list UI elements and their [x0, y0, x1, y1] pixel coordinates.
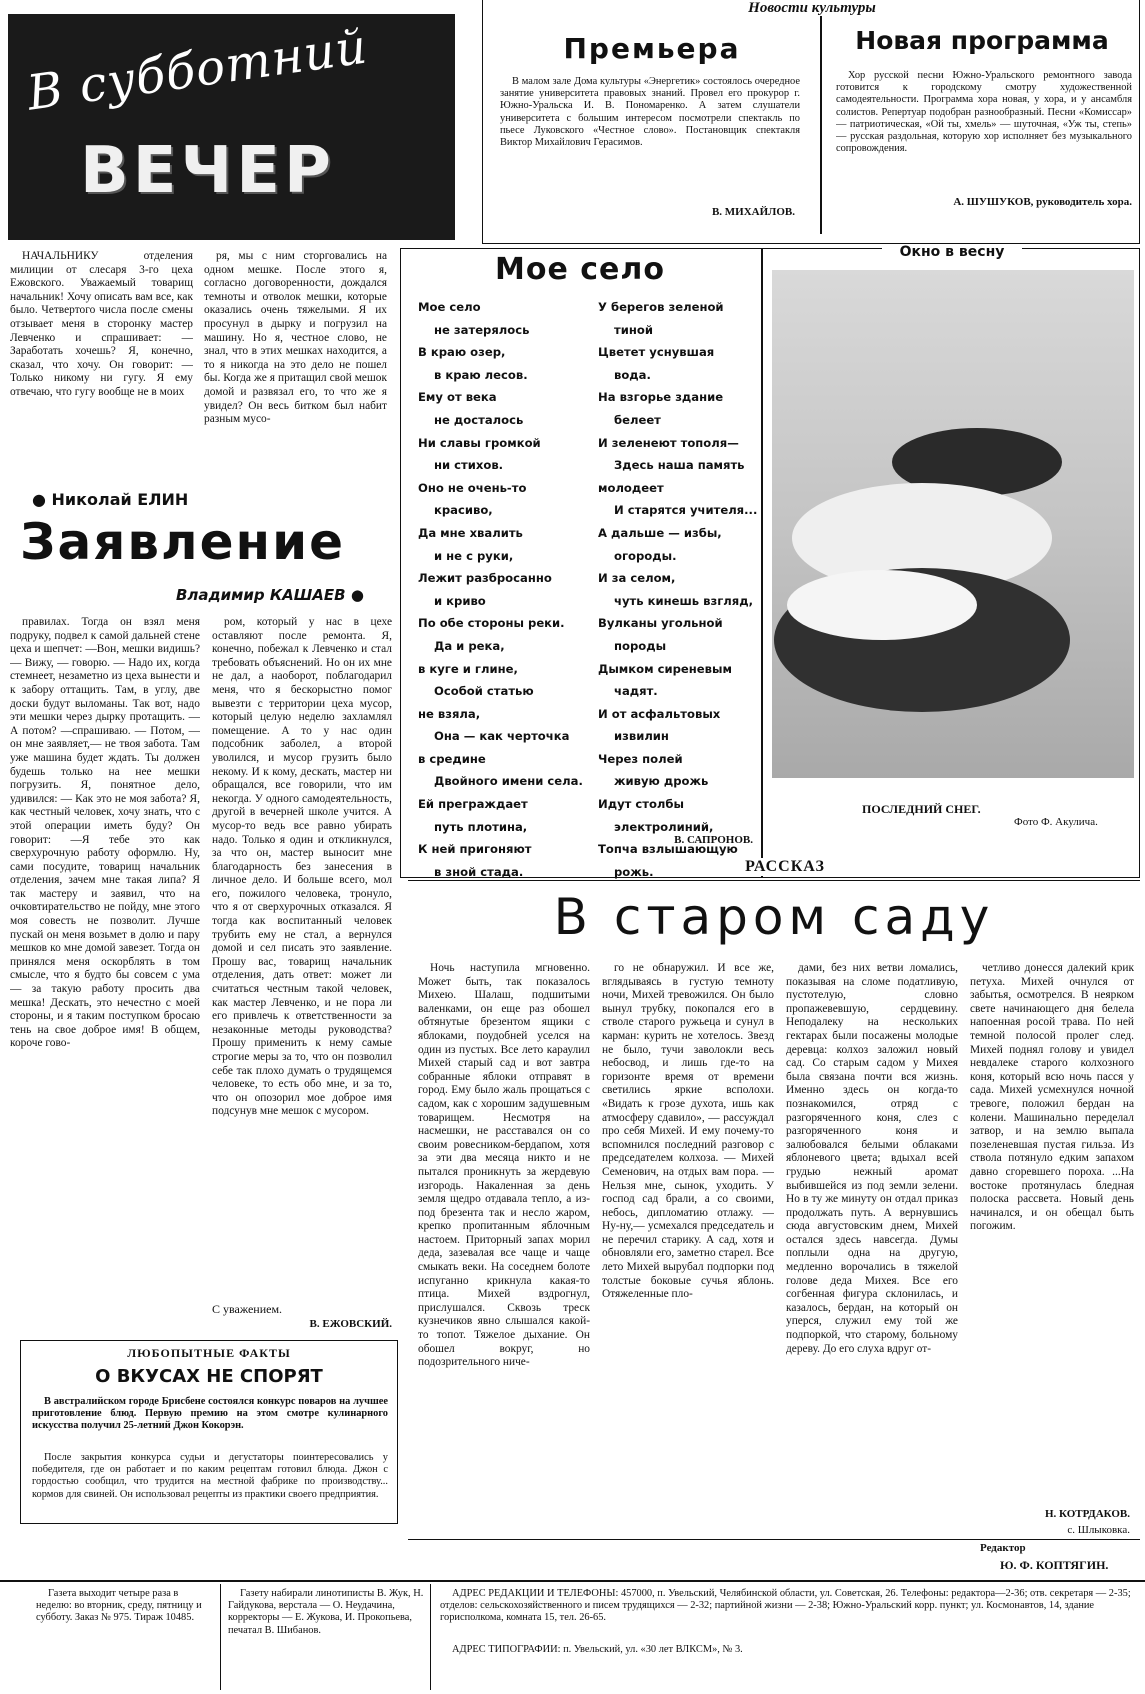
- poem-line: Вулканы угольной: [598, 616, 723, 631]
- letter-author: Владимир КАШАЕВ ●: [176, 586, 364, 604]
- facts-text: После закрытия конкурса судьи и дегустаторы поинтересовались у победителя, где он работает и по каким рецептам готовил блюда. Джон с гордостью сообщил, что трудится на местной фабрике по производству... кормов для свиней. Он использовал рецепты из практики своего предприятия.: [32, 1452, 388, 1500]
- poem-line: И от асфальтовых: [598, 706, 721, 721]
- poem-signature: В. САПРОНОВ.: [674, 834, 753, 846]
- poem-line: чадят.: [614, 684, 658, 699]
- premiere-text: В малом зале Дома культуры «Энергетик» состоялось очередное занятие университета правовых знаний. Провел его прокурор г. Южно-Уральска И. В. Пономаренко. А затем слушатели университета с большим интересом посмотрели спектакль по пьесе Луковского «Честное слово». Постановщик спектакля Виктор Михайлович Герасимов.: [500, 76, 800, 149]
- premiere-title: Премьера: [563, 32, 741, 65]
- story-col2: го не обнаружил. И все же, вглядываясь в густую темноту ночи, Михей тревожился. Он было вынул трубку, покопался его в стволе старого ружьеца и сунул в карман: курить не хотелось. Звезд не было, тучи заволокли весь небосвод, и лишь где-то на горизонте время от времени светились яркие всполохи. «Видать к грозе духота, ишь как атмосферу сдавило», — рассуждал про себя Михей. И ему почему-то вспомнился последний разговор с председателем колхоза. — Михей Семенович, на отдых вам пора. — Нельзя мне, сынок, уходить. У господ сад брали, а со своими, небось, дипломатию отлажу. — Ну-ну,— усмехался председатель и не перечил старику. А сад, хотя и обновляли его, заметно старел. Все лето Михей вырубал подпорки под толстые боковые сучья яблонь. Отяжеленные пло-: [602, 962, 774, 1301]
- letter-col1: НАЧАЛЬНИКУ отделения милиции от слесаря 3-го цеха Ежовского. Уважаемый товарищ начальник! Хочу описать вам все, как было. Четвертого числа после смены отзывает меня в сторонку мастер Левченко и спрашивает: — Заработать хочешь? Я, конечно, сказал, что хочу. Он говорит: — Только никому ни гугу. Я ему отвечаю, что гугу вообще не в моих: [10, 250, 193, 398]
- news-header: Новости культуры: [712, 0, 912, 17]
- banner-title: ВЕЧЕР: [80, 134, 335, 208]
- facts-kicker: ЛЮБОПЫТНЫЕ ФАКТЫ: [127, 1346, 291, 1360]
- program-text: Хор русской песни Южно-Уральского ремонтного завода готовится к городскому смотру художественной самодеятельности. Программа хора новая, у хора, и у ансамбля солистов. Репертуар подобран разнообразный. Песни «Комиссар» — патриотическая, «Ой ты, хмель» — шуточная, «Уж ты, степь» — русская раздольная, которую хор исполняет без музыкального сопровождения.: [836, 70, 1132, 155]
- poem-line: электролиний,: [614, 819, 714, 834]
- poem-line: А дальше — избы,: [598, 525, 722, 540]
- story-col4: четливо донесся далекий крик петуха. Михей очнулся от забытья, осмотрелся. В неярком свете начинающего дня белела напоенная росой трава. По ней темной полосой пролег след. Михей поднял голову и увидел невдалеке старого колхозного коня, который всю ночь пасся у сада. Михей усмехнулся ночной тревоге, положил бердан на колени. Машинально переделал затвор, и на землю выпала позеленевшая пустая гильза. Из ствола потянуло едким запахом давно сгоревшего пороха. ...На востоке протянулась бледная полоска рассвета. Новый день начинался, и он обещал быть погожим.: [970, 962, 1134, 1233]
- poem-line: Ей преграждает: [418, 797, 528, 812]
- editor-label: Редактор: [980, 1542, 1026, 1554]
- poem-line: рожь.: [614, 864, 654, 879]
- poem-line: Особой статью: [434, 684, 534, 699]
- poem-line: У берегов зеленой: [598, 300, 724, 314]
- premiere-signature: В. МИХАЙЛОВ.: [711, 206, 795, 218]
- poem-line: Ни славы громкой: [418, 435, 541, 450]
- poem-line: вода.: [614, 367, 651, 382]
- story-kicker: РАССКАЗ: [730, 858, 840, 876]
- footer-divider-1: [220, 1584, 221, 1690]
- poem-line: в зной стада.: [434, 864, 524, 879]
- footer-address: АДРЕС РЕДАКЦИИ И ТЕЛЕФОНЫ: 457000, п. Увельский, Челябинской области, ул. Советская, 26. Телефоны: редактора—2-36; отв. секретаря — 2-35; отделов: сельскохозяйственного и писем трудящихся — 2-32; партийной жизни — 2-38; Южно-Уральский корр. пункт; ул. Космонавтов, 14, здание горисполкома, комната 15, тел. 26-65.: [440, 1588, 1131, 1624]
- poem-line: породы: [614, 638, 667, 653]
- banner-script: В субботний: [23, 18, 371, 122]
- poem-line: извилин: [614, 729, 669, 744]
- poem-line: ни стихов.: [434, 458, 504, 473]
- news-divider: [820, 16, 822, 234]
- letter-col4: ром, который у нас в цехе оставляют после ремонта. Я, конечно, побежал к Левченко и стал требовать объяснений. Но он их мне не дал, а наоборот, поблагодарил меня, что я бескорыстно помог вывезти с территории цеха мусор, который целую неделю захламлял помещение. А то у нас один подсобник заболел, а второй уволился, и мусор грузить было некому. И к кому, дескать, мастер ни обращался, все говорили, что им некогда. У одного самодеятельность, другой в вечерней школе учится. А мусор-то ведь все равно убирать надо. Только я один и откликнулся, за что он, мастер выносит мне благодарность без занесения в личное дело. И больше всего, мол его, пожилого человека, тронуло, что я от сверхурочных отказался. Я тогда как воспитанный человек трубить ему не стал, а вернулся домой и сел писать это заявление. Прошу вас, товарищ начальник отделения, дать ответ: может ли считаться честным такой человек, как мастер Левченко, и не пора ли его привлечь к ответственности за незаконные методы руководства? Прошу применить к нему самые строгие меры за то, что он позволил себе так плохо думать о трудящемся человеке, то есть обо мне, и за то, что он опозорил мое доброе имя подсунув мне мешок с мусором.: [212, 616, 392, 1118]
- poem-line: красиво,: [434, 503, 493, 518]
- poem-line: чуть кинешь взгляд,: [614, 593, 753, 608]
- snow-image: [772, 270, 1134, 778]
- letter-closing: С уважением.: [212, 1302, 283, 1316]
- editor-name: Ю. Ф. КОПТЯГИН.: [1000, 1558, 1109, 1572]
- poem-line: На взгорье здание: [598, 390, 724, 405]
- poem-line: Топча взлышающую: [598, 842, 738, 857]
- poem-col2: [598, 296, 758, 883]
- footer-middle: Газету набирали линотиписты В. Жук, Н. Гайдукова, верстала — О. Неудачина, корректоры — Е. Жукова, И. Прокопьева, печатал В. Шибанов.: [228, 1588, 424, 1636]
- poem-line: Она — как черточка: [434, 729, 570, 744]
- poem-line: Здесь наша память: [614, 458, 745, 473]
- footer-rule: [0, 1580, 1145, 1582]
- poem-line: К ней пригоняют: [418, 842, 532, 857]
- poem-line: не досталось: [434, 412, 524, 427]
- poem-line: огороды.: [614, 548, 677, 563]
- poem-line: и криво: [434, 593, 486, 608]
- photo-caption: ПОСЛЕДНИЙ СНЕГ.: [862, 802, 981, 816]
- photo-header: Окно в весну: [882, 244, 1022, 260]
- letter-col2: ря, мы с ним сторговались на одном мешке. После этого я, согласно договоренности, дождался темноты и отволок мешки, которые оказались очень тяжелыми. Я их просунул в дырку и погрузил на машину. Но я, честное слово, не знал, что в этих мешках находится, а то я никогда на это дело не пошел бы. Когда же я притащил свой мешок домой и развязал его, то что же я увидел? Он весь битком был набит разным мусо-: [204, 250, 387, 426]
- poem-line: Да и река,: [434, 638, 505, 653]
- footer-left: Газета выходит четыре раза в неделю: во вторник, среду, пятницу и субботу. Заказ № 975. Тираж 10485.: [36, 1588, 202, 1624]
- poem-line: Двойного имени села.: [434, 774, 583, 789]
- photo-credit: Фото Ф. Акулича.: [1014, 816, 1098, 828]
- poem-title: Мое село: [495, 252, 665, 287]
- poem-line: Через полей: [598, 751, 683, 766]
- poem-line: И зеленеют тополя—: [598, 435, 739, 450]
- poem-line: Да мне хвалить: [418, 525, 523, 540]
- program-signature: А. ШУШУКОВ, руководитель хора.: [953, 196, 1132, 208]
- poem-line: в куге и глине,: [418, 661, 518, 676]
- photo-last-snow: [772, 270, 1134, 778]
- poem-line: в средине: [418, 751, 486, 766]
- poem-line: Оно не очень-то: [418, 480, 527, 495]
- letter-title: Заявление: [20, 513, 346, 571]
- poem-line: путь плотина,: [434, 819, 528, 834]
- poem-line: По обе стороны реки.: [418, 616, 565, 631]
- story-col1: Ночь наступила мгновенно. Может быть, так показалось Михею. Шалаш, подшитыми валенками, он еще раз обошел обтянутые брезентом ящики с яблоками, поудобней уселся на один из пустых. Все лето караулил Михей старый сад и вот завтра собранные яблоки отправят в город. Ему было жаль прощаться с садом, как с хорошим задушевным товарищем. Несмотря на насмешки, не расставался он со своим ровесником-бердапом, хотя за эти два месяца никто и не пытался проникнуть за жердевую изгородь. Накаленная за день земля щедро отдавала тепло, а из-под брезента так и несло жаром, крепко пропитанным яблочным настоем. Приторный запах морил деда, зазевалая все чаще и чаще смыкать веки. На соседнем болоте испуганно крикнула какая-то птица. Михей вздрогнул, прислушался. Сквозь треск кузнечиков явно слышался какой-то топот. Тяжелое дыхание. Он обошел вокруг, но подозрительного ниче-: [418, 962, 590, 1369]
- poem-line: Цветет уснувшая: [598, 345, 715, 360]
- poem-line: Идут столбы: [598, 797, 685, 812]
- author-top: ● Николай ЕЛИН: [32, 490, 189, 509]
- poem-line: живую дрожь: [614, 774, 709, 789]
- poem-line: И старятся учителя...: [614, 503, 758, 518]
- program-title: Новая программа: [855, 26, 1109, 55]
- poem-line: не затерялось: [434, 322, 530, 337]
- story-place: с. Шлыковка.: [1067, 1524, 1130, 1536]
- poem-line: тиной: [614, 322, 653, 337]
- poem-line: не взяла,: [418, 706, 481, 721]
- poem-line: В краю озер,: [418, 345, 506, 360]
- poem-line: И за селом,: [598, 571, 676, 586]
- poem-line: и не с руки,: [434, 548, 514, 563]
- footer-print-address: АДРЕС ТИПОГРАФИИ: п. Увельский, ул. «30 лет ВЛКСМ», № 3.: [452, 1644, 743, 1655]
- story-signature: Н. КОТРДАКОВ.: [1044, 1508, 1130, 1520]
- poem-line: молодеет: [598, 480, 664, 495]
- poem-line: белеет: [614, 412, 661, 427]
- letter-signature: В. ЕЖОВСКИЙ.: [309, 1318, 392, 1330]
- poem-line: Ему от века: [418, 390, 497, 405]
- poem-line: Дымком сиреневым: [598, 661, 732, 676]
- facts-lead: В австралийском городе Брисбене состоялся конкурс поваров на лучшее приготовление блюд. Первую премию на этом смотре кулинарного искусства получил 25-летний Джон Кокорэн.: [32, 1396, 388, 1432]
- story-title: В старом саду: [553, 888, 995, 946]
- story-col3: дами, без них ветви ломались, показывая на сломе податливую, пустотелую, словно пропажевевшую, сердцевину. Неподалеку на нескольких гектарах были посажены молодые деревца: колхоз заложил новый сад. Со старым садом у Михея была связана почти вся жизнь. Именно здесь он когда-то познакомился, отряд с разгоряченного коня, слез с разгоряченного коня и залюбовался белыми облаками яблоневого цвета; вдыхал всей грудью нежный аромат выбившейся из под земли зелени. Но в ту же минуту он отдал приказ продолжать путь. А вернувшись сюда августовским днем, Михей остался здесь навсегда. Думы поплыли одна на другую, медленно ворочались в тяжелой голове деда Михея. Все его согбенная фигура склонилась, и казалось, бердан, на который он уперся, служил ему той же подпоркой, что старому, больному дереву. До его слуха вдруг от-: [786, 962, 958, 1355]
- poem-col1: [418, 296, 588, 883]
- banner-logo: [8, 14, 455, 240]
- poem-line: в краю лесов.: [434, 367, 528, 382]
- letter-col3: правилах. Тогда он взял меня подруку, подвел к самой дальней стене цеха и шепчет: —Вон, мешки видишь? — Вижу, — говорю. — Надо их, когда стемнеет, незаметно из цеха вынести и к забору оттащить. Там, в углу, две доски будут выломаны. Так вот, надо эти мешки через дырку протащить. — А потом? —спрашиваю. — Потом, — он мне заявляет,— не твоя забота. Там уже машина будет ждать. Ты должен будешь только на нее мешки погрузить. Я, понятное дело, удивился: — Как это не моя забота? Я, как честный человек, хочу знать, что с этой операции иметь буду? Он говорит: —Я тебе это как сверхурочную работу оформлю. Ну, сами посудите, товарищ начальник отделения, зачем мне такая липа? Я так мастеру и заявил, что на очковтирательство не пойду, мне этого моя совесть не позволит. Лучше пускай он меня возьмет в долю и пару мешков ко мне домой завезет. Тогда он принялся меня оскорблять в том смысле, что я будто бы совсем с ума — за такую работу просить два мешка! Дескать, это нечестно с моей стороны, и я таким поступком бросаю тень на свое доброе имя! В общем, короче гово-: [10, 616, 200, 1050]
- poem-line: Мое село: [418, 300, 481, 314]
- facts-title: О ВКУСАХ НЕ СПОРЯТ: [95, 1366, 323, 1387]
- poem-line: Лежит разбросанно: [418, 571, 552, 586]
- footer-divider-2: [430, 1584, 431, 1690]
